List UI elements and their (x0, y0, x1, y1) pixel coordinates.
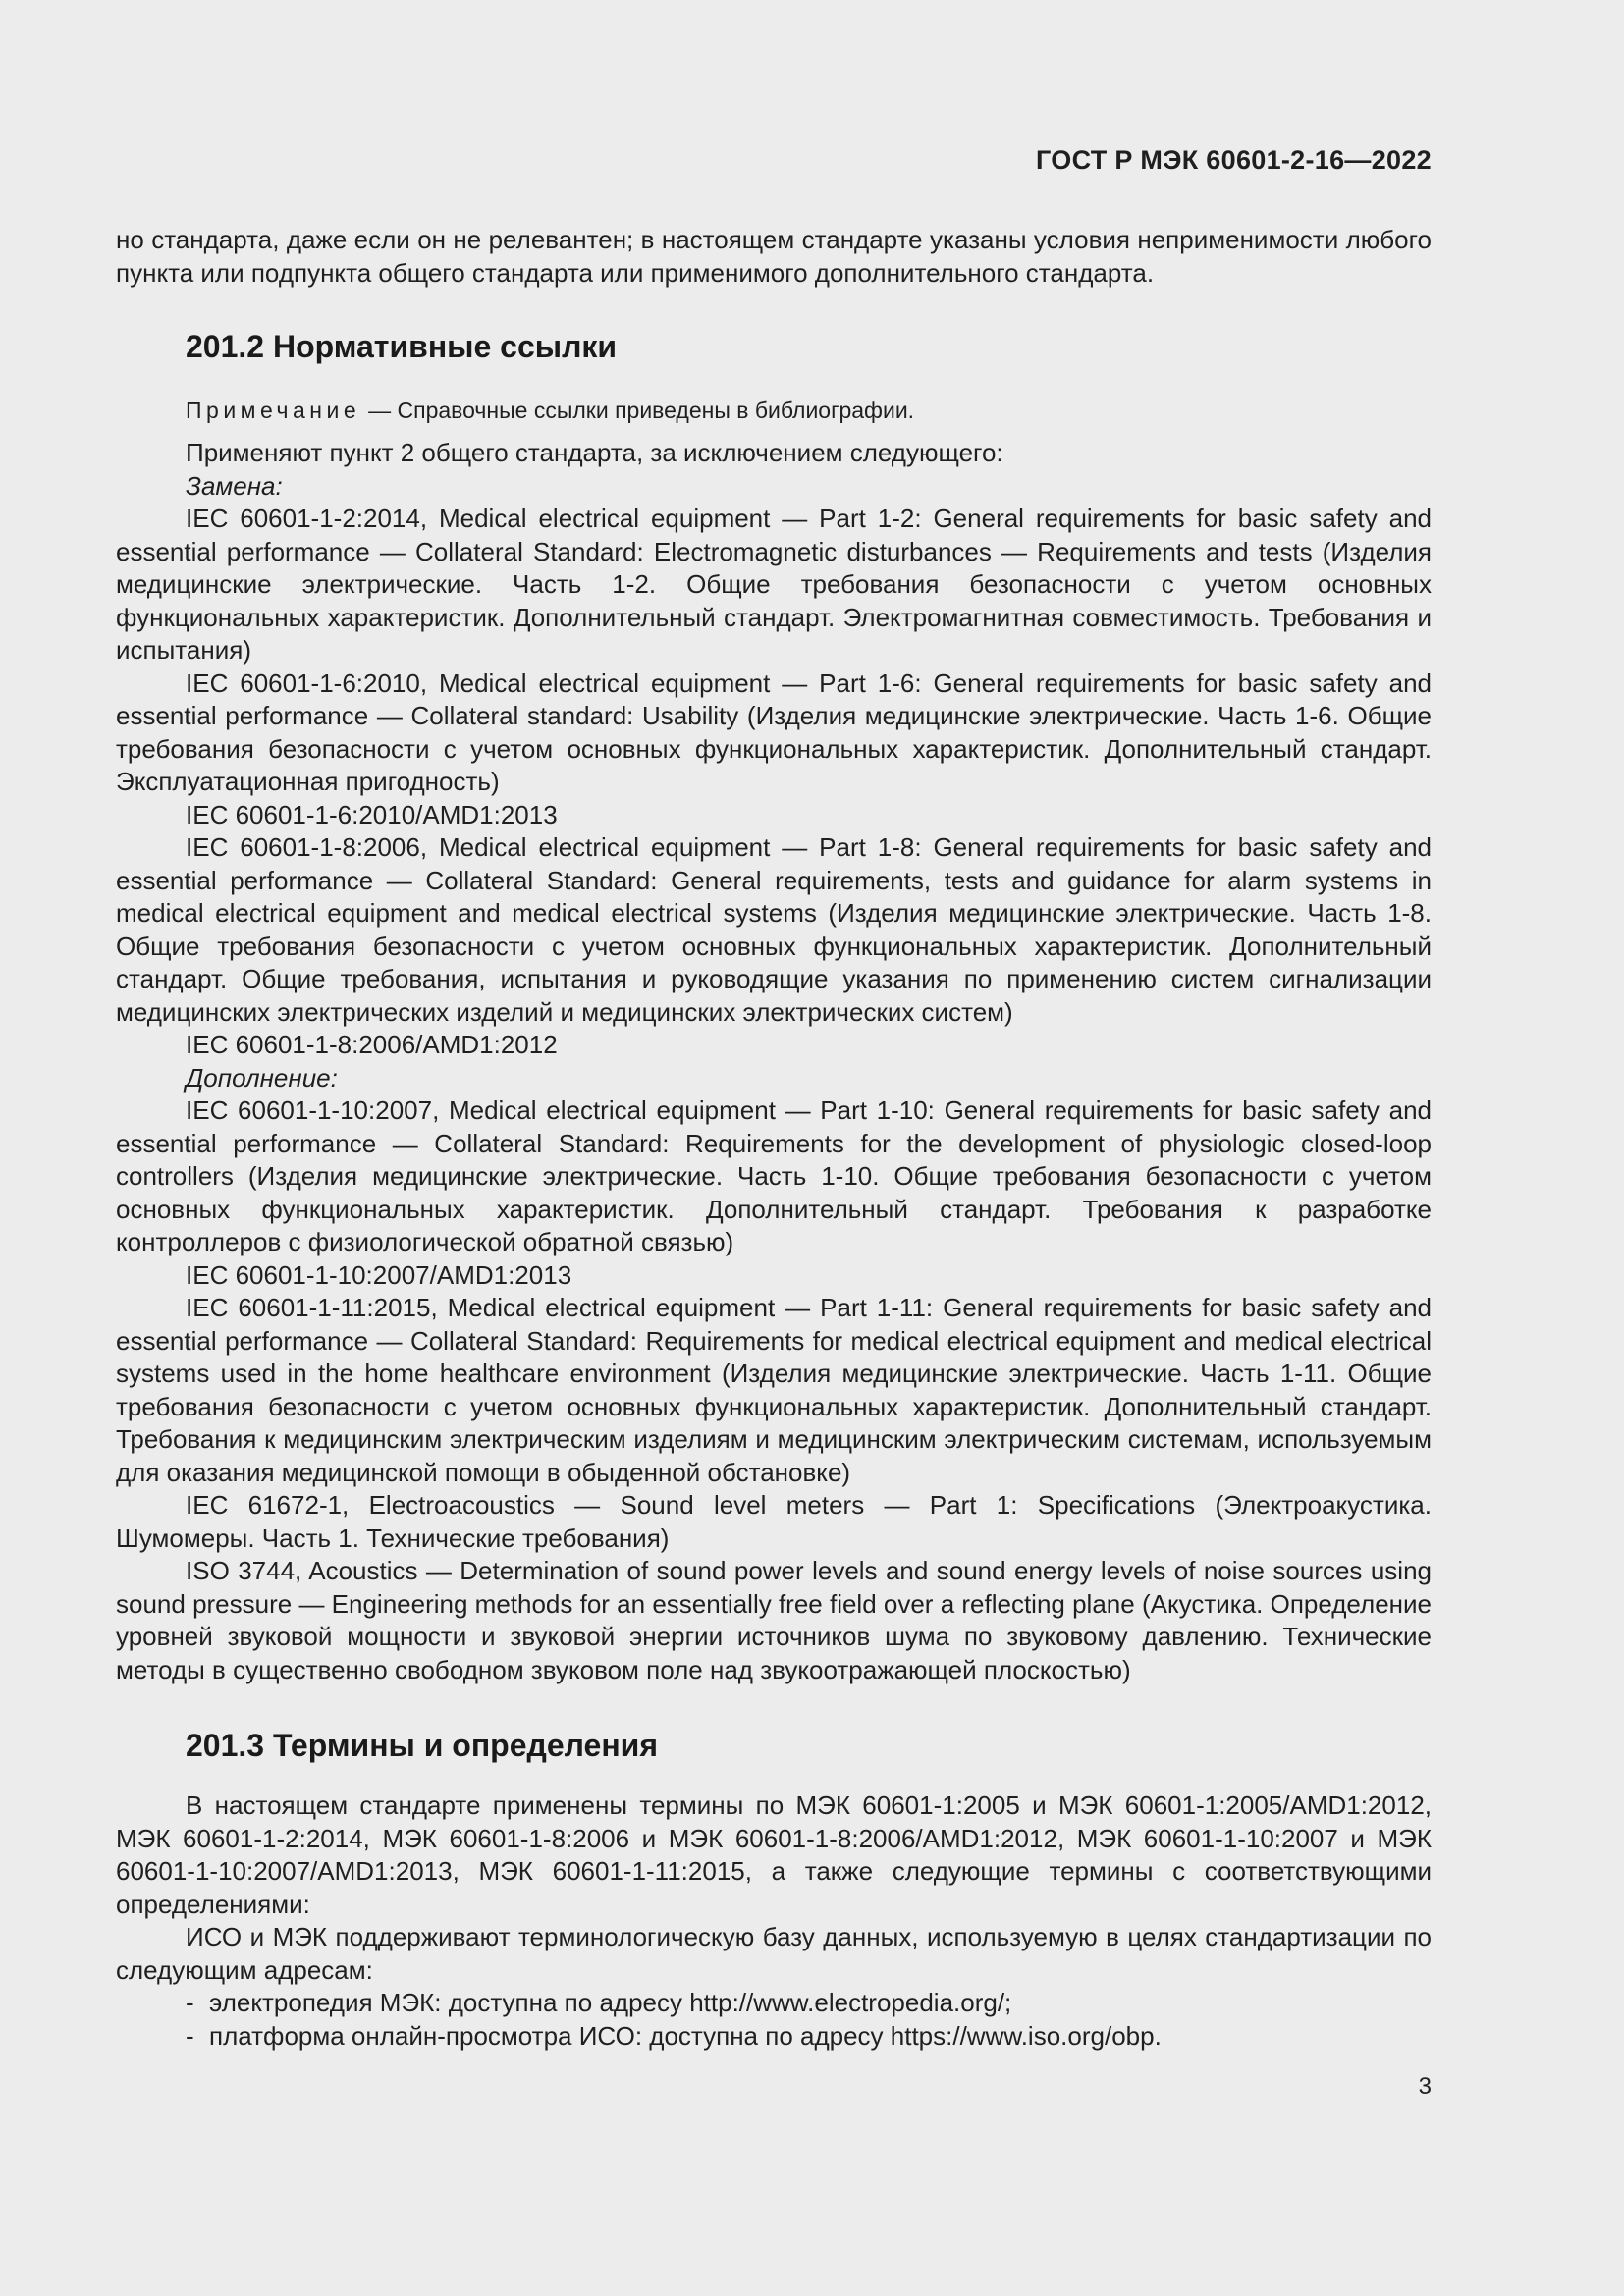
document-header: ГОСТ Р МЭК 60601-2-16—2022 (1036, 145, 1432, 175)
applies-paragraph: Применяют пункт 2 общего стандарта, за исключением следующего: (186, 438, 1003, 467)
note-text: — Справочные ссылки приведены в библиографии. (368, 398, 915, 423)
reference-item: IEC 60601-1-2:2014, Medical electrical equipment — Part 1-2: General requirements for basic safety and essential performance — Collateral Standard: Electromagnetic disturbances — Requirements and tests (Изделия медицинские электрические. Часть 1-2. Общие требования безопасности с учетом основных функциональных характеристик. Дополнительный стандарт. Электромагнитная совместимость. Требования и испытания) (116, 504, 1432, 665)
note (186, 396, 1432, 425)
intro-paragraph: но стандарта, даже если он не релевантен; в настоящем стандарте указаны условия неприменимости любого пункта или подпункта общего стандарта или применимого дополнительного стандарта. (116, 225, 1432, 288)
reference-item: IEC 60601-1-11:2015, Medical electrical equipment — Part 1-11: General requirements for basic safety and essential performance — Collateral Standard: Requirements for medical electrical equipment and medical electrical systems used in the home healthcare environment (Изделия медицинские электрические. Часть 1-11. Общие требования безопасности с учетом основных функциональных характеристик. Дополнительный стандарт. Требования к медицинским электрическим изделиям и медицинским электрическим системам, используемым для оказания медицинской помощи в обыденной обстановке) (116, 1293, 1432, 1487)
document-page (116, 0, 1432, 2296)
page-number: 3 (1418, 2073, 1432, 2100)
reference-item: ISO 3744, Acoustics — Determination of sound power levels and sound energy levels of noise sources using sound pressure — Engineering methods for an essentially free field over a reflecting plane (Акустика. Определение уровней звуковой мощности и звуковой энергии источников шума по звуковому давлению. Технические методы в существенно свободном звуковом поле над звукоотражающей плоскостью) (116, 1556, 1432, 1684)
normative-references (116, 437, 1432, 1686)
reference-item: IEC 61672-1, Electroacoustics — Sound level meters — Part 1: Specifications (Электроакустика. Шумомеры. Часть 1. Технические требования) (116, 1490, 1432, 1553)
reference-item: IEC 60601-1-8:2006, Medical electrical equipment — Part 1-8: General requirements for basic safety and essential performance — Collateral Standard: General requirements, tests and guidance for alarm systems in medical electrical equipment and medical electrical systems (Изделия медицинские электрические. Часть 1-8. Общие требования безопасности с учетом основных функциональных характеристик. Дополнительный стандарт. Общие требования, испытания и руководящие указания по применению систем сигнализации медицинских электрических изделий и медицинских электрических систем) (116, 832, 1432, 1027)
terms-database-paragraph: ИСО и МЭК поддерживают терминологическую базу данных, используемую в целях стандартизации по следующим адресам: (116, 1922, 1432, 1985)
addition-label: Дополнение: (186, 1062, 338, 1093)
reference-item: IEC 60601-1-6:2010/AMD1:2013 (186, 799, 558, 829)
document-body (116, 224, 1432, 2053)
terms-paragraph: В настоящем стандарте применены термины по МЭК 60601-1:2005 и МЭК 60601-1:2005/AMD1:2012, МЭК 60601-1-2:2014, МЭК 60601-1-8:2006 и МЭК 60601-1-8:2006/AMD1:2012, МЭК 60601-1-10:2007 и МЭК 60601-1-10:2007/AMD1:2013, МЭК 60601-1-11:2015, а также следующие термины с соответствующими определениями: (116, 1790, 1432, 1919)
list-marker: - (186, 1988, 194, 2017)
reference-item: IEC 60601-1-6:2010, Medical electrical equipment — Part 1-6: General requirements for basic safety and essential performance — Collateral standard: Usability (Изделия медицинские электрические. Часть 1-6. Общие требования безопасности с учетом основных функциональных характеристик. Дополнительный стандарт. Эксплуатационная пригодность) (116, 667, 1432, 796)
list-marker: - (186, 2020, 194, 2051)
list-item-text: платформа онлайн-просмотра ИСО: доступна по адресу https://www.iso.org/obp. (209, 2020, 1162, 2051)
list-item-text: электропедия МЭК: доступна по адресу http://www.electropedia.org/; (209, 1988, 1012, 2017)
reference-item: IEC 60601-1-10:2007/AMD1:2013 (186, 1259, 572, 1290)
terms-section (116, 1789, 1432, 2053)
reference-item: IEC 60601-1-8:2006/AMD1:2012 (186, 1030, 558, 1059)
section-heading-201-2: 201.2 Нормативные ссылки (186, 329, 618, 364)
list-item (186, 2020, 1432, 2054)
section-heading-201-3: 201.3 Термины и определения (186, 1728, 658, 1763)
note-label: Примечание (186, 398, 361, 423)
list-item (186, 1987, 1432, 2020)
reference-item: IEC 60601-1-10:2007, Medical electrical equipment — Part 1-10: General requirements for basic safety and essential performance — Collateral Standard: Requirements for the development of physiologic closed-loop controllers (Изделия медицинские электрические. Часть 1-10. Общие требования безопасности с учетом основных функциональных характеристик. Дополнительный стандарт. Требования к разработке контроллеров с физиологической обратной связью) (116, 1095, 1432, 1256)
replacement-label: Замена: (186, 470, 283, 501)
